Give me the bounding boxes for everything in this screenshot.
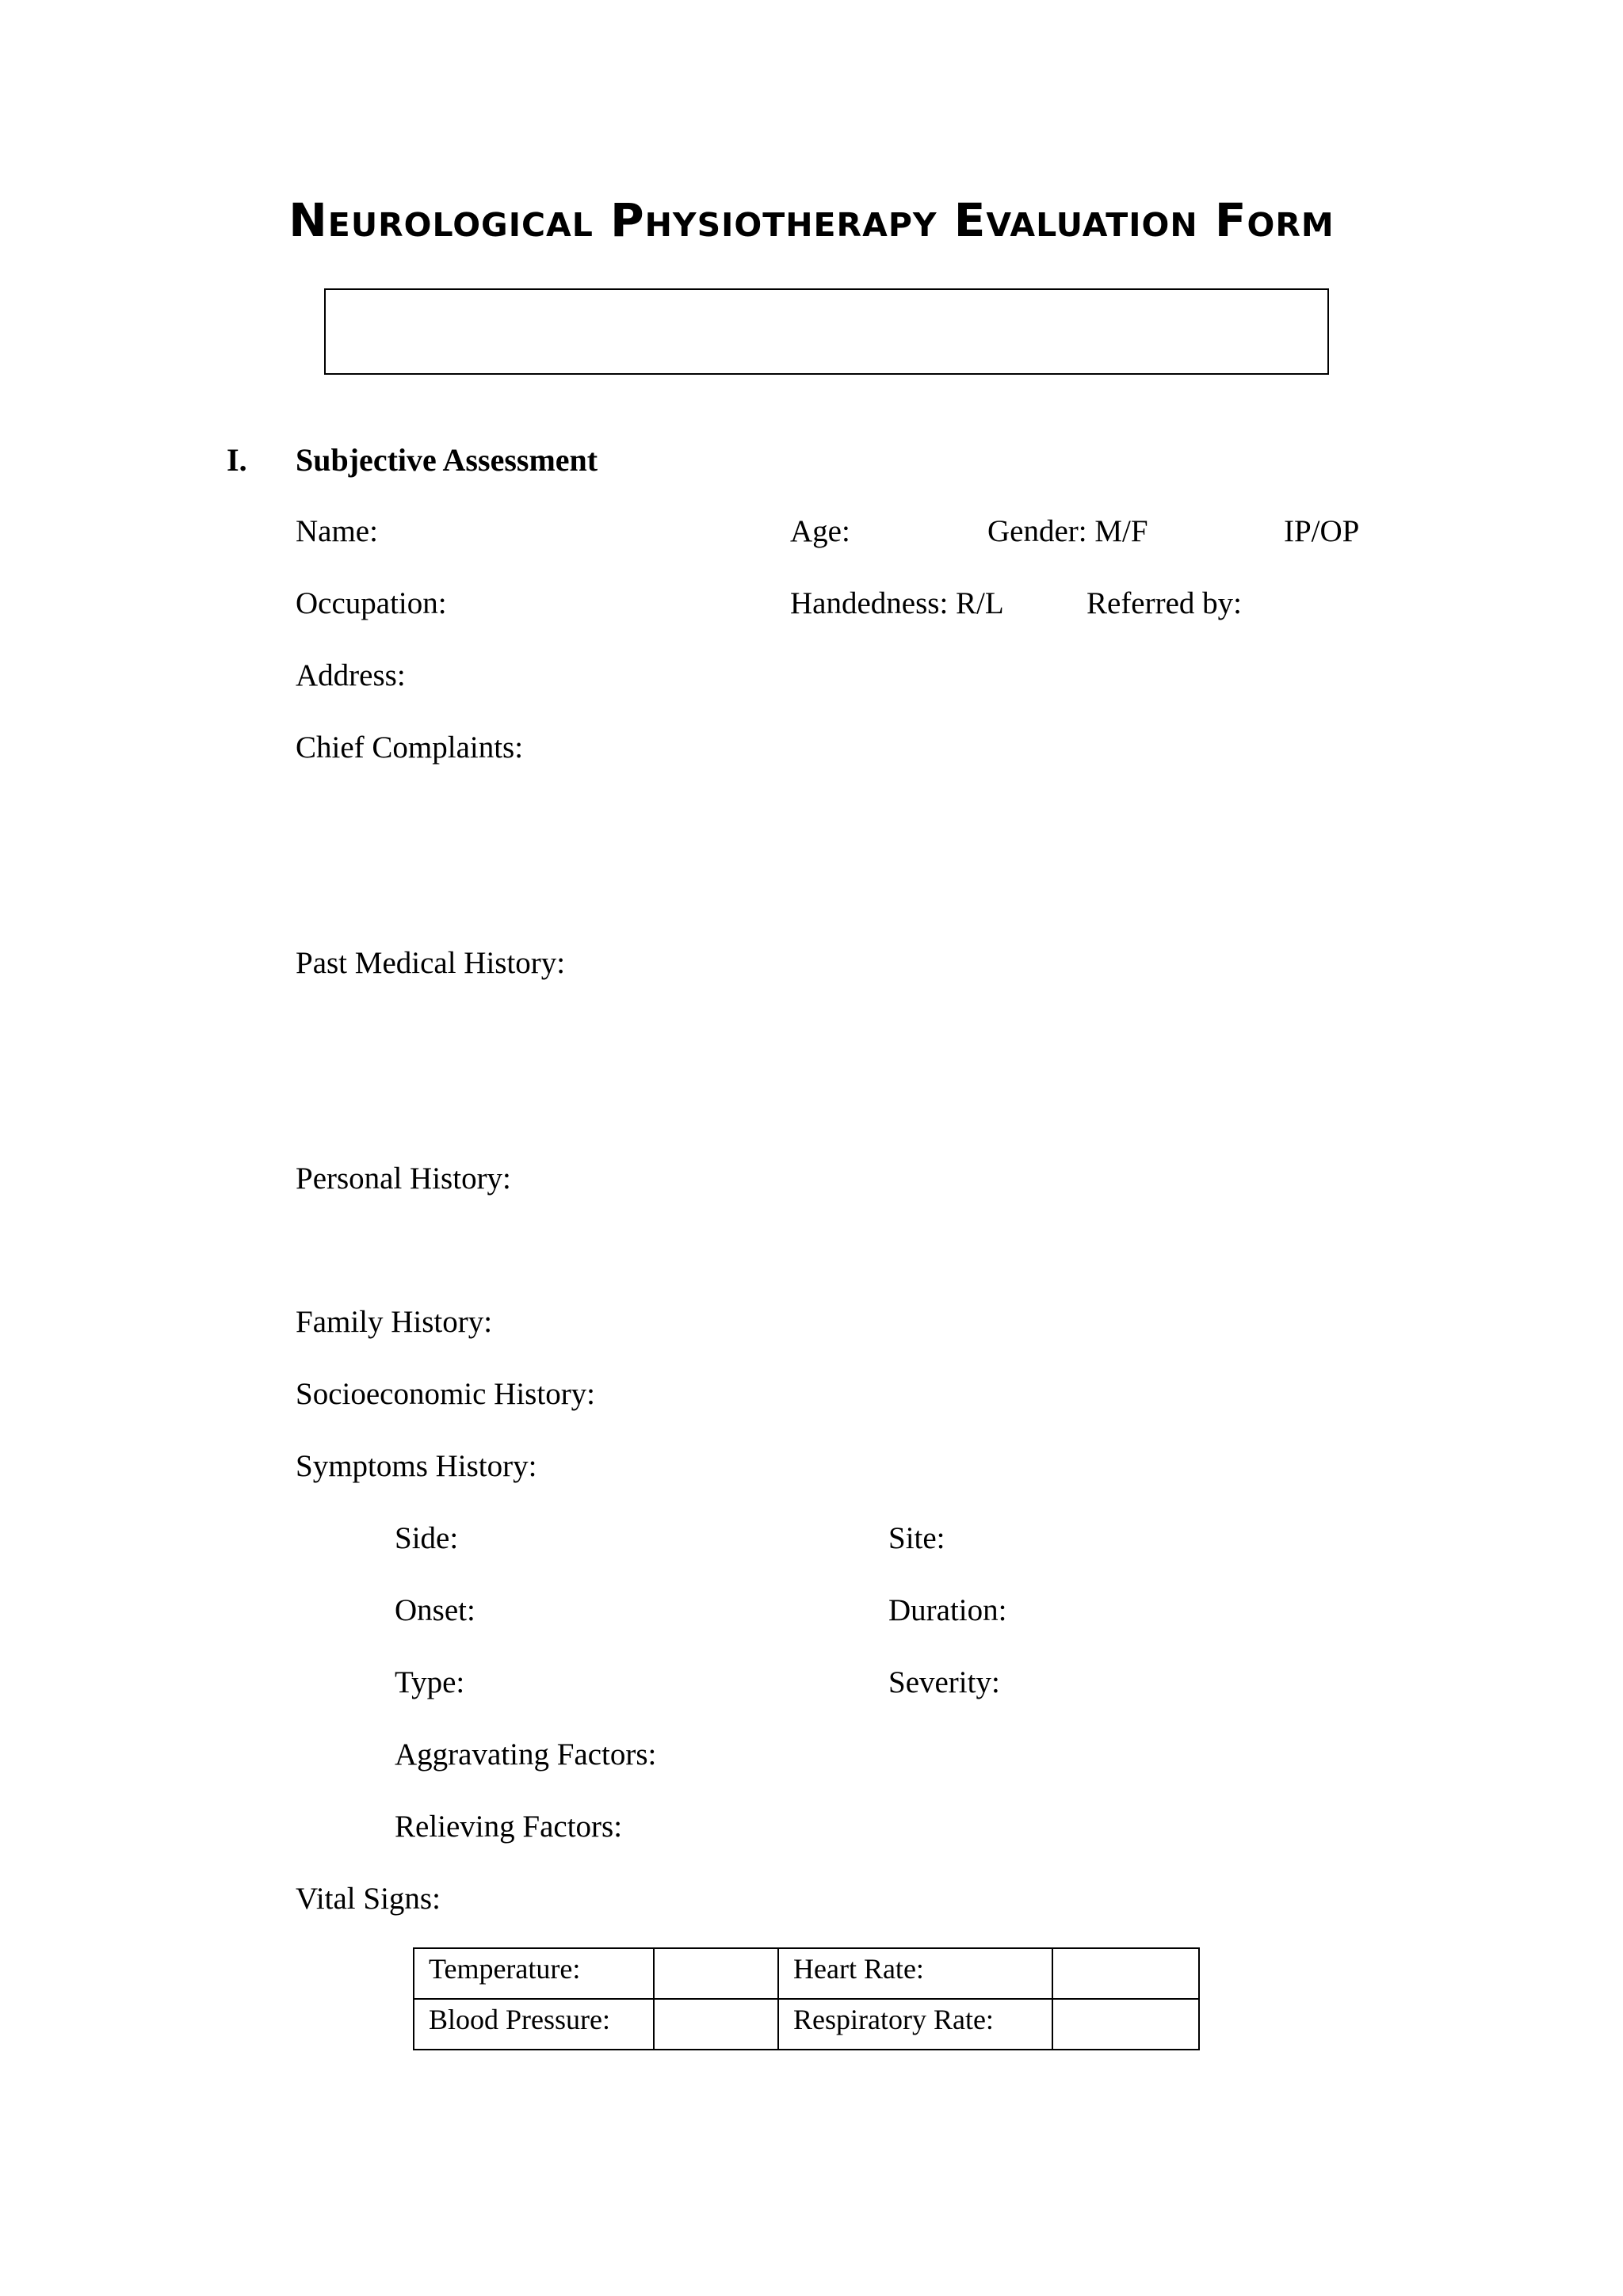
- heart-rate-label-cell: Heart Rate:: [778, 1948, 1052, 1999]
- referred-by-field-label: Referred by:: [1086, 586, 1242, 620]
- type-field-label: Type:: [395, 1665, 465, 1699]
- table-row: [414, 1999, 1199, 2050]
- chief-complaints-label: Chief Complaints:: [296, 730, 524, 765]
- occupation-field-label: Occupation:: [296, 586, 447, 620]
- heart-rate-value-cell[interactable]: [1052, 1948, 1199, 1999]
- symptoms-history-label: Symptoms History:: [296, 1449, 537, 1483]
- socioeconomic-history-label: Socioeconomic History:: [296, 1377, 596, 1411]
- respiratory-rate-label-cell: Respiratory Rate:: [778, 1999, 1052, 2050]
- onset-field-label: Onset:: [395, 1593, 475, 1627]
- name-field-label: Name:: [296, 514, 378, 548]
- section-title: Subjective Assessment: [296, 442, 598, 478]
- gender-field-label: Gender: M/F: [987, 514, 1148, 548]
- handedness-field-label: Handedness: R/L: [790, 586, 1004, 620]
- respiratory-rate-value-cell[interactable]: [1052, 1999, 1199, 2050]
- header-input-box[interactable]: [324, 288, 1329, 375]
- site-field-label: Site:: [888, 1521, 945, 1555]
- personal-history-label: Personal History:: [296, 1161, 511, 1196]
- age-field-label: Age:: [790, 514, 850, 548]
- vital-signs-label: Vital Signs:: [296, 1882, 441, 1916]
- aggravating-factors-label: Aggravating Factors:: [395, 1737, 657, 1772]
- relieving-factors-label: Relieving Factors:: [395, 1810, 623, 1844]
- severity-field-label: Severity:: [888, 1665, 1000, 1699]
- blood-pressure-value-cell[interactable]: [654, 1999, 778, 2050]
- form-title: Neurological Physiotherapy Evaluation Form: [288, 193, 1335, 247]
- vital-signs-table: [413, 1947, 1200, 2050]
- temperature-value-cell[interactable]: [654, 1948, 778, 1999]
- table-row: [414, 1948, 1199, 1999]
- address-field-label: Address:: [296, 658, 406, 692]
- side-field-label: Side:: [395, 1521, 459, 1555]
- temperature-label-cell: Temperature:: [414, 1948, 654, 1999]
- past-medical-history-label: Past Medical History:: [296, 946, 566, 980]
- ipop-field-label: IP/OP: [1284, 514, 1360, 548]
- blood-pressure-label-cell: Blood Pressure:: [414, 1999, 654, 2050]
- duration-field-label: Duration:: [888, 1593, 1007, 1627]
- section-number: I.: [227, 442, 247, 478]
- family-history-label: Family History:: [296, 1305, 493, 1339]
